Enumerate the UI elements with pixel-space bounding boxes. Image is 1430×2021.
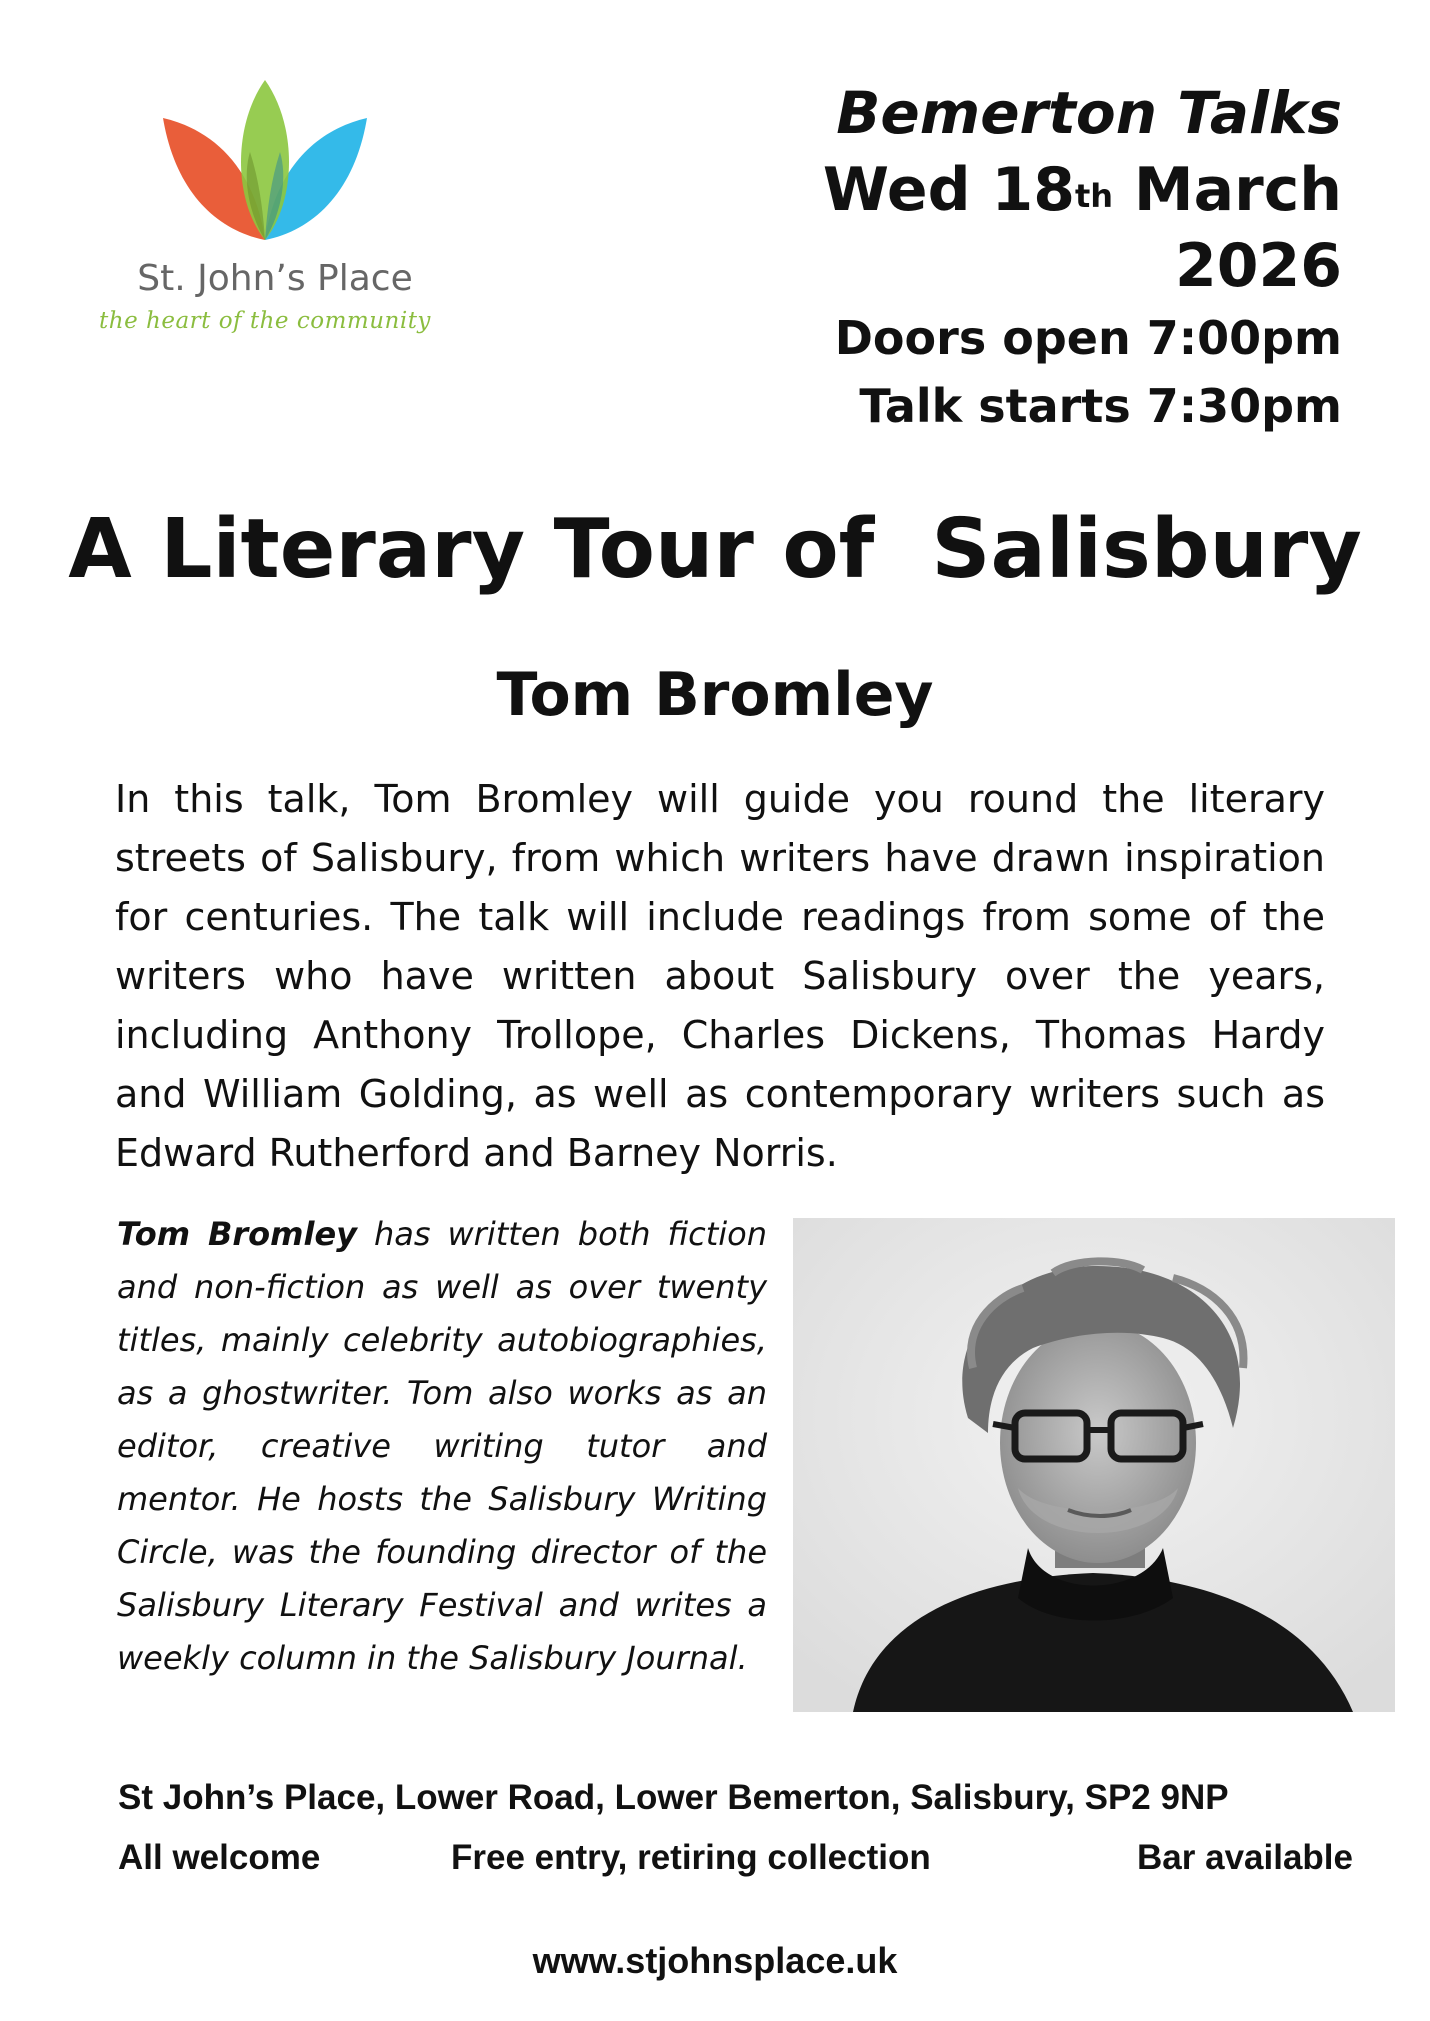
bar-info-text: Bar available bbox=[1137, 1838, 1353, 1877]
all-welcome-text: All welcome bbox=[118, 1838, 321, 1877]
speaker-bio bbox=[117, 1208, 767, 1685]
logo-name: St. John’s Place bbox=[137, 258, 413, 299]
bio-name: Tom Bromley bbox=[117, 1215, 357, 1253]
series-title: Bemerton Talks bbox=[836, 79, 1342, 147]
event-date bbox=[642, 152, 1342, 304]
speaker-portrait-image bbox=[793, 1218, 1395, 1712]
talk-time: Talk starts 7:30pm bbox=[859, 379, 1342, 433]
talk-description: In this talk, Tom Bromley will guide you round the literary streets of Salisbury, from which writers have drawn inspiration for centuries. The talk will include readings from some of the writers who have written about Salisbury over the years, including Anthony Trollope, Charles Dickens, Thomas Hardy and William Golding, as well as contemporary writers such as Edward Rutherford and Barney Norris. bbox=[115, 777, 1325, 1175]
entry-info-text: Free entry, retiring collection bbox=[451, 1838, 931, 1877]
logo-tagline: the heart of the community bbox=[99, 308, 431, 334]
lotus-leaf-icon bbox=[155, 80, 375, 250]
website-link[interactable]: www.stjohnsplace.uk bbox=[532, 1940, 898, 1981]
speaker-photo bbox=[793, 1218, 1395, 1712]
date-month-year: March 2026 bbox=[1113, 155, 1342, 301]
bio-text: has written both fiction and non-fiction as well as over twenty titles, mainly celebrity autobiographies, as a ghostwriter. Tom also works as an editor, creative writing tutor and mentor. He hosts the Salisbury Writing Circle, was the founding director of the Salisbury Literary Festival and writes a weekly column in the Salisbury Journal. bbox=[117, 1215, 767, 1677]
st-johns-place-logo bbox=[95, 80, 435, 350]
event-header bbox=[642, 78, 1342, 440]
talk-title: A Literary Tour of Salisbury bbox=[68, 502, 1362, 597]
speaker-name: Tom Bromley bbox=[496, 660, 934, 730]
venue-address: St John’s Place, Lower Road, Lower Bemerton, Salisbury, SP2 9NP bbox=[118, 1778, 1229, 1817]
date-day: Wed 18 bbox=[822, 155, 1075, 225]
date-ordinal: th bbox=[1074, 177, 1114, 215]
event-info-row bbox=[118, 1834, 1353, 1882]
doors-time: Doors open 7:00pm bbox=[834, 311, 1342, 365]
